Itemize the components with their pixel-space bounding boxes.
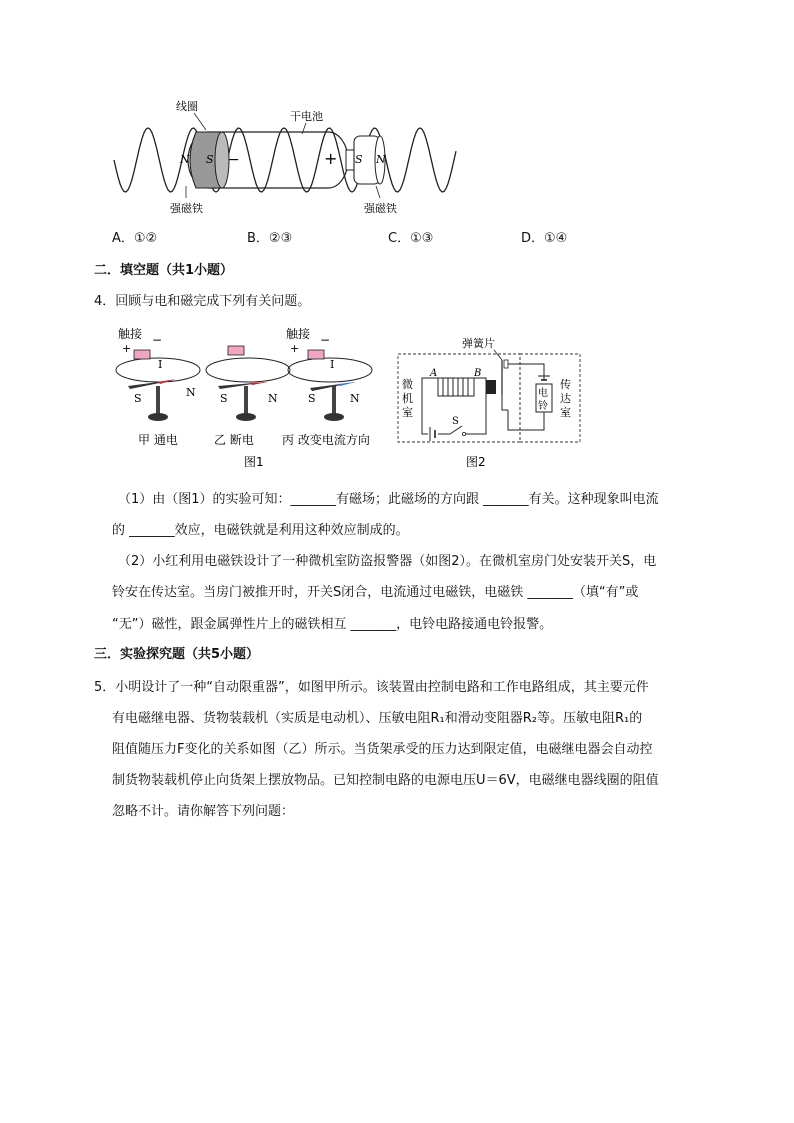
- coil-pointer: [194, 113, 206, 130]
- q4-p1-line1: （1）由（图1）的实验可知：_______有磁场；此磁场的方向跟 _______有关。这种现象叫电流: [118, 492, 659, 507]
- fig2-a-label: A: [430, 368, 438, 379]
- fig2-b-label: B: [474, 368, 482, 379]
- minus-label: −: [228, 152, 240, 168]
- fig2-spring-label: 弹簧片: [462, 337, 495, 350]
- fig1-caption-c: 丙 改变电流方向: [282, 433, 370, 447]
- fig1-plus-a: +: [122, 342, 132, 355]
- fig1-panel-a: [116, 326, 200, 447]
- fig2-spring-lead: [494, 350, 502, 360]
- fig1-battery-b: [228, 346, 244, 355]
- fig1-panel-c: [282, 326, 372, 447]
- q4-stem: 4．回顾与电和磁完成下列有关问题。: [94, 294, 311, 309]
- fig2-core-magnet: [486, 380, 496, 394]
- fig1-s-a: S: [134, 392, 142, 405]
- coil-battery-figure: [110, 100, 470, 220]
- option-d: D．①④: [521, 231, 568, 246]
- fig1-s-c: S: [308, 392, 316, 405]
- option-c: C．①③: [388, 231, 434, 246]
- fig1-base-a: [148, 413, 168, 421]
- fig1-title: 图1: [244, 455, 264, 469]
- pole-n2-label: N: [376, 153, 386, 166]
- pole-s1-label: S: [206, 153, 214, 166]
- fig1-touch-a: 触接: [118, 327, 143, 341]
- left-magnet-face: [215, 132, 229, 188]
- fig2-s-label: S: [452, 416, 459, 427]
- fig1-plus-c: +: [290, 342, 300, 355]
- section2-heading: 二．填空题（共1小题）: [94, 263, 234, 278]
- fig1-minus-c: −: [320, 333, 331, 347]
- fig1-panel-b: [206, 346, 290, 447]
- fig1-current-a: I: [158, 358, 163, 371]
- plus-label: +: [324, 149, 338, 168]
- fig1-n-a: N: [186, 386, 196, 399]
- fig2-switch-contact: [462, 432, 465, 435]
- right-magnet-pointer: [376, 186, 380, 198]
- q5-line4: 制货物装载机停止向货架上摆放物品。已知控制电路的电源电压U＝6V，电磁继电器线圈的阻值: [112, 773, 659, 788]
- fig1-stand-c: [332, 386, 336, 414]
- fig2-room-left-2: 机: [402, 392, 413, 405]
- fig1-stand-a: [156, 386, 160, 414]
- q5-line2: 有电磁继电器、货物装载机（实质是电动机）、压敏电阻R₁和滑动变阻器R₂等。压敏电阻R₁的: [112, 711, 643, 726]
- fig1-current-c: I: [330, 358, 335, 371]
- coil-wire: [114, 128, 456, 192]
- option-a: A．①②: [112, 231, 158, 246]
- fig1-battery-c: [308, 350, 324, 359]
- q4-p2-line1: （2）小红利用电磁铁设计了一种微机室防盗报警器（如图2）。在微机室房门处安装开关S，电: [118, 554, 657, 569]
- fig1-base-c: [324, 413, 344, 421]
- right-magnet-label: 强磁铁: [364, 202, 397, 215]
- fig2-title: 图2: [466, 455, 486, 469]
- fig1-caption-a: 甲 通电: [138, 433, 178, 447]
- fig2-room-left-3: 室: [402, 406, 413, 419]
- fig2-room-right-3: 室: [560, 406, 571, 419]
- fig2-room-right-2: 达: [560, 392, 571, 405]
- fig1-needle-red-b: [250, 382, 268, 385]
- q5-line5: 忽略不计。请你解答下列问题：: [112, 804, 295, 819]
- fig1-stand-b: [244, 386, 248, 414]
- fig1-battery-a: [134, 350, 150, 359]
- battery-label: 干电池: [290, 110, 323, 123]
- left-magnet-label: 强磁铁: [170, 202, 203, 215]
- q4-p1-line2: 的 _______效应，电磁铁就是利用这种效应制成的。: [112, 523, 409, 538]
- q5-line3: 阻值随压力F变化的关系如图（乙）所示。当货架承受的压力达到限定值，电磁继电器会自动控: [112, 742, 653, 757]
- fig1-needle-blue-c: [338, 382, 356, 386]
- section3-heading: 三．实验探究题（共5小题）: [94, 647, 260, 662]
- figure2: [394, 330, 584, 472]
- fig1-minus-a: −: [152, 333, 163, 347]
- fig1-touch-c: 触接: [286, 327, 311, 341]
- coil-label: 线圈: [176, 100, 198, 113]
- option-b: B．②③: [247, 231, 293, 246]
- fig2-bell-1: 电: [538, 388, 548, 399]
- figure1: [110, 320, 390, 472]
- q4-p2-line2: 铃安在传达室。当房门被推开时，开关S闭合，电流通过电磁铁，电磁铁 _______（填“有”或: [112, 585, 639, 600]
- q4-p2-line3: “无”）磁性，跟金属弹性片上的磁铁相互 _______，电铃电路接通电铃报警。: [112, 617, 553, 632]
- fig1-wire-b: [206, 358, 290, 382]
- fig2-room-left-1: 微: [402, 378, 413, 391]
- pole-n1-label: N: [180, 153, 190, 166]
- fig1-n-b: N: [268, 392, 278, 405]
- pole-s2-label: S: [355, 153, 363, 166]
- fig1-caption-b: 乙 断电: [214, 433, 254, 447]
- fig2-bell-2: 铃: [538, 401, 548, 412]
- battery-terminal: [346, 150, 354, 170]
- fig2-contact: [504, 360, 508, 368]
- fig2-room-right-1: 传: [560, 378, 571, 391]
- fig1-n-c: N: [350, 392, 360, 405]
- fig2-wire-gap-switch: [450, 430, 464, 438]
- fig1-base-b: [236, 413, 256, 421]
- fig1-s-b: S: [220, 392, 228, 405]
- q5-line1: 5．小明设计了一种“自动限重器”，如图甲所示。该装置由控制电路和工作电路组成，其主要元件: [94, 680, 649, 695]
